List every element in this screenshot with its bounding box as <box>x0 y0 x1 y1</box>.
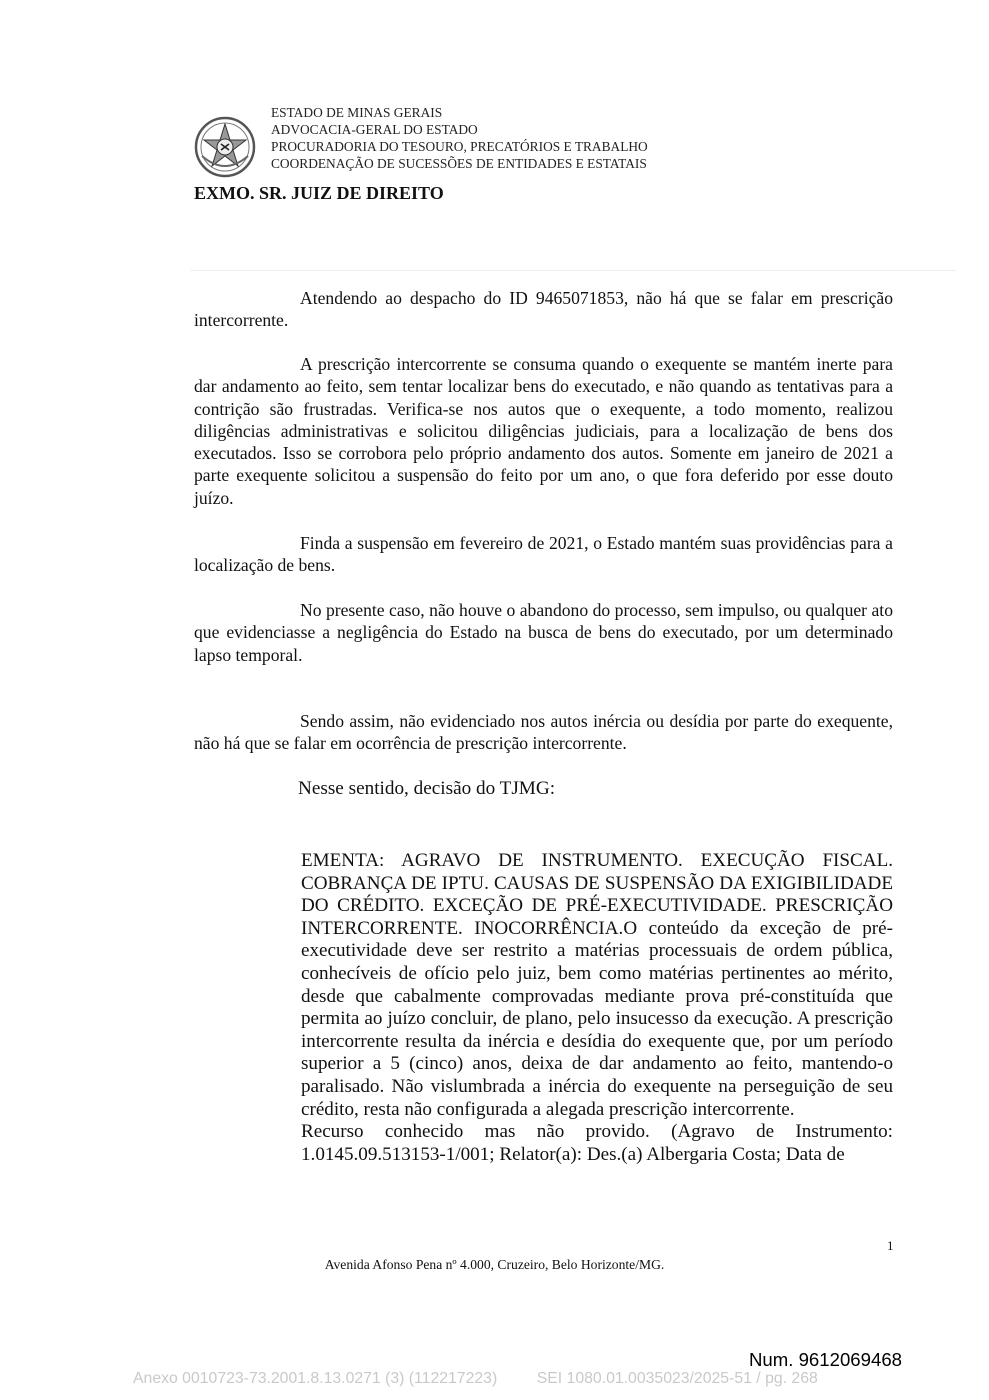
body-paragraph: Sendo assim, não evidenciado nos autos inércia ou desídia por parte do exequente, não há que se falar em ocorrência de prescrição intercorrente. <box>194 711 893 754</box>
body-paragraph: Finda a suspensão em fevereiro de 2021, o Estado mantém suas providências para a localização de bens. <box>194 533 893 576</box>
ementa-text: EMENTA: AGRAVO DE INSTRUMENTO. EXECUÇÃO FISCAL. COBRANÇA DE IPTU. CAUSAS DE SUSPENSÃO DA EXIGIBILIDADE DO CRÉDITO. EXCEÇÃO DE PRÉ-EXECUTIVIDADE. PRESCRIÇÃO INTERCORRENTE. INOCORRÊNCIA.O conteúdo da exceção de pré-executividade deve ser restrito a matérias processuais de ordem pública, conhecíveis de ofício pelo juiz, bem como matérias pertinentes ao mérito, desde que cabalmente comprovadas mediante prova pré-constituída que permita ao juízo concluir, de plano, pelo insucesso da execução. A prescrição intercorrente resulta da inércia e desídia do exequente que, por um período superior a 5 (cinco) anos, deixa de dar andamento ao feito, mantendo-o paralisado. Não vislumbrada a inércia do exequente na perseguição de seu crédito, resta não configurada a alegada prescrição intercorrente. <box>301 850 893 1120</box>
addressee-title: EXMO. SR. JUIZ DE DIREITO <box>194 183 444 203</box>
document-number: Num. 9612069468 <box>749 1349 902 1370</box>
header-line: COORDENAÇÃO DE SUCESSÕES DE ENTIDADES E ESTATAIS <box>271 156 647 171</box>
body-paragraph: Atendendo ao despacho do ID 9465071853, não há que se falar em prescrição intercorrente. <box>194 288 893 331</box>
ementa-quote <box>301 850 893 1166</box>
footer-address: Avenida Afonso Pena nº 4.000, Cruzeiro, Belo Horizonte/MG. <box>324 1257 665 1272</box>
body-paragraph: A prescrição intercorrente se consuma quando o exequente se mantém inerte para dar andamento ao feito, sem tentar localizar bens do executado, e não quando as tentativas para a contrição são frustradas. Verifica-se nos autos que o exequente, a todo momento, realizou diligências administrativas e solicitou diligências judiciais, para a localização de bens dos executados. Isso se corrobora pelo próprio andamento dos autos. Somente em janeiro de 2021 a parte exequente solicitou a suspensão do feito por um ano, o que fora deferido por esse douto juízo. <box>194 354 893 508</box>
coat-of-arms-icon <box>194 116 256 178</box>
organization-header <box>271 104 648 172</box>
header-line: ADVOCACIA-GERAL DO ESTADO <box>271 122 478 137</box>
divider <box>190 270 956 271</box>
header-line: ESTADO DE MINAS GERAIS <box>271 105 443 120</box>
header-line: PROCURADORIA DO TESOURO, PRECATÓRIOS E TRABALHO <box>271 139 648 154</box>
annex-stamp: Anexo 0010723-73.2001.8.13.0271 (3) (112217223) SEI 1080.01.0035023/2025-51 / pg. 268 <box>133 1370 818 1387</box>
page-number: 1 <box>887 1238 894 1253</box>
body-paragraph: No presente caso, não houve o abandono do processo, sem impulso, ou qualquer ato que evidenciasse a negligência do Estado na busca de bens do executado, por um determinado lapso temporal. <box>194 600 893 665</box>
ementa-tail: Recurso conhecido mas não provido. (Agravo de Instrumento: 1.0145.09.513153-1/001; Relator(a): Des.(a) Albergaria Costa; Data de <box>301 1121 893 1165</box>
tjmg-intro: Nesse sentido, decisão do TJMG: <box>298 778 556 799</box>
